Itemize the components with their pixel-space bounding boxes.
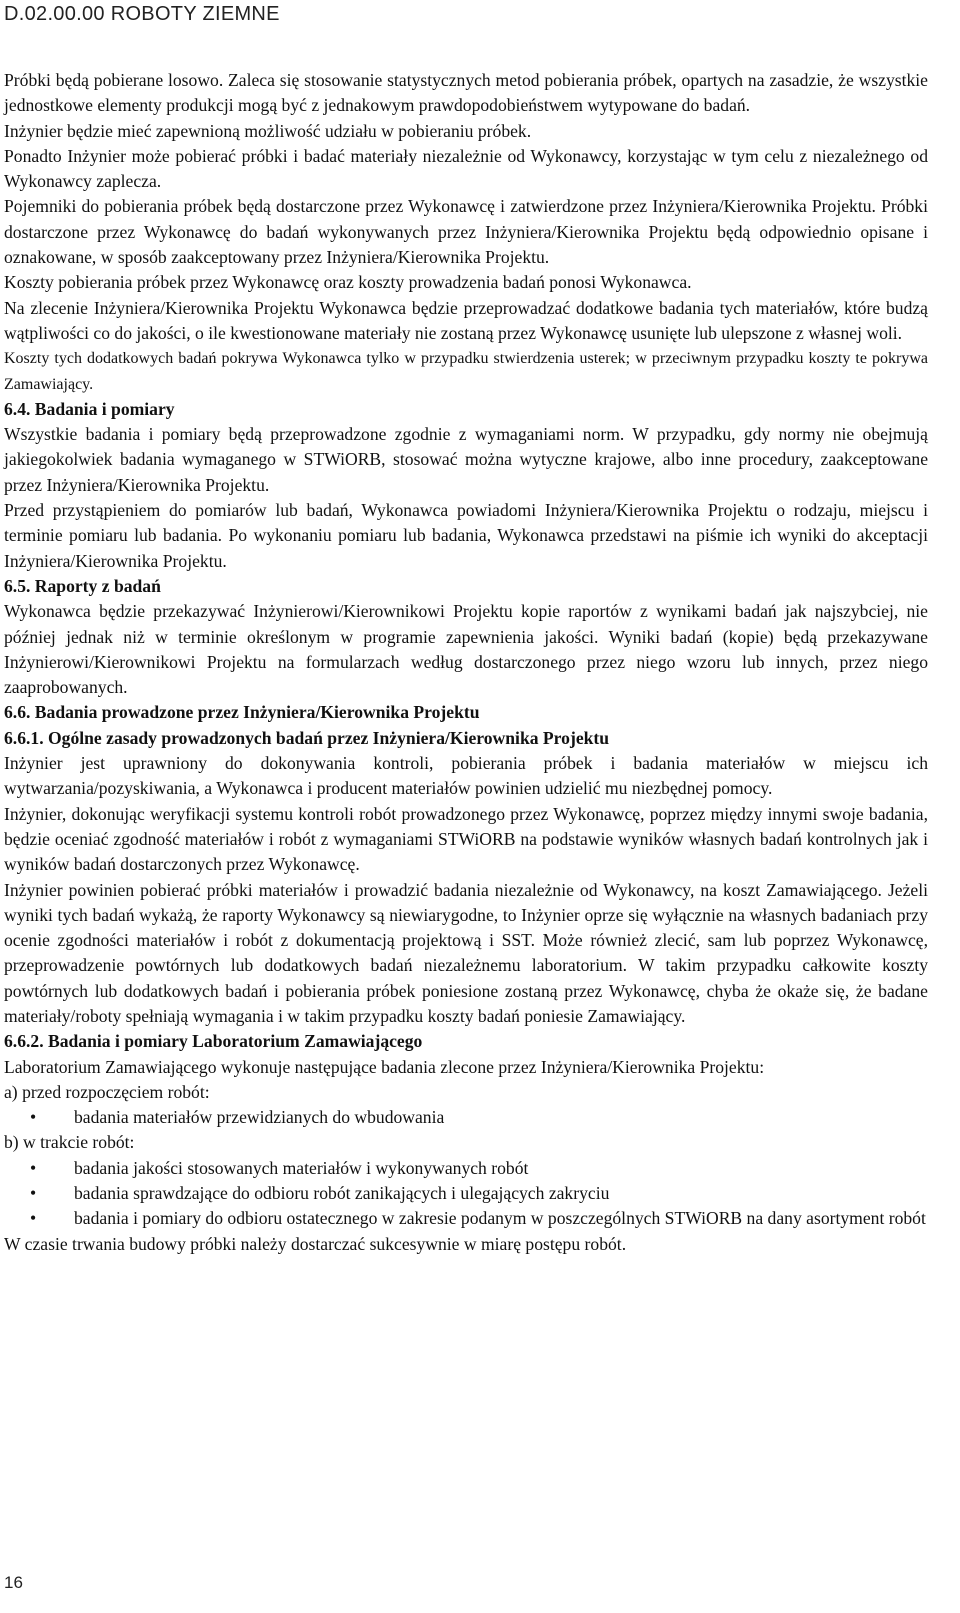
page-header: D.02.00.00 ROBOTY ZIEMNE <box>4 3 280 25</box>
paragraph: Na zlecenie Inżyniera/Kierownika Projektu Wykonawca będzie przeprowadzać dodatkowe badania tych materiałów, które budzą wątpliwości co do jakości, o ile kwestionowane materiały nie zostaną przez Wykonawcę usunięte lub ulepszone z własnej woli. <box>4 297 928 343</box>
section-heading-6-6-2: 6.6.2. Badania i pomiary Laboratorium Zamawiającego <box>4 1031 423 1052</box>
paragraph: Koszty pobierania próbek przez Wykonawcę oraz koszty prowadzenia badań ponosi Wykonawca. <box>4 272 692 293</box>
section-heading-6-4: 6.4. Badania i pomiary <box>4 398 175 419</box>
list-label-a: a) przed rozpoczęciem robót: <box>4 1081 210 1102</box>
bullet-list-b <box>4 1156 928 1232</box>
document-body <box>4 68 928 1257</box>
section-heading-6-6: 6.6. Badania prowadzone przez Inżyniera/Kierownika Projektu <box>4 702 480 723</box>
paragraph: Inżynier jest uprawniony do dokonywania kontroli, pobierania próbek i badania materiałów w miejscu ich wytwarzania/pozyskiwania, a Wykonawca i producent materiałów powinien udzielić mu niezbędnej pomocy. <box>4 753 928 799</box>
list-item: • badania materiałów przewidzianych do wbudowania <box>74 1105 928 1130</box>
paragraph: Pojemniki do pobierania próbek będą dostarczone przez Wykonawcę i zatwierdzone przez Inżyniera/Kierownika Projektu. Próbki dostarczone przez Wykonawcę do badań wykonywanych przez Inżyniera/Kierownika Projektu będą odpowiednio opisane i oznakowane, w sposób zaakceptowany przez Inżyniera/Kierownika Projektu. <box>4 196 928 268</box>
paragraph: Ponadto Inżynier może pobierać próbki i badać materiały niezależnie od Wykonawcy, korzystając w tym celu z niezależnego od Wykonawcy zaplecza. <box>4 145 928 192</box>
bullet-list-a <box>4 1105 928 1130</box>
paragraph: Inżynier, dokonując weryfikacji systemu kontroli robót prowadzonego przez Wykonawcę, poprzez między innymi swoje badania, będzie oceniać zgodność materiałów i robót z wymaganiami STWiORB na podstawie wyników własnych badań kontrolnych jak i wyników badań dostarczonych przez Wykonawcę. <box>4 803 928 875</box>
paragraph: Wykonawca będzie przekazywać Inżynierowi/Kierownikowi Projektu kopie raportów z wynikami badań jak najszybciej, nie później jednak niż w terminie określonym w programie zapewnienia jakości. Wyniki badań (kopie) będą przekazywane Inżynierowi/Kierownikowi Projektu na formularzach według dostarczonego przez niego wzoru lub innych, przez niego zaaprobowanych. <box>4 601 928 698</box>
paragraph: Laboratorium Zamawiającego wykonuje następujące badania zlecone przez Inżyniera/Kierownika Projektu: <box>4 1056 765 1077</box>
list-item: • badania jakości stosowanych materiałów i wykonywanych robót <box>74 1156 928 1181</box>
paragraph: W czasie trwania budowy próbki należy dostarczać sukcesywnie w miarę postępu robót. <box>4 1233 627 1254</box>
list-item: • badania sprawdzające do odbioru robót zanikających i ulegających zakryciu <box>74 1181 928 1206</box>
page-number: 16 <box>4 1573 23 1592</box>
paragraph: Inżynier powinien pobierać próbki materiałów i prowadzić badania niezależnie od Wykonawcy, na koszt Zamawiającego. Jeżeli wyniki tych badań wykażą, że raporty Wykonawcy są niewiarygodne, to Inżynier oprze się wyłącznie na własnych badaniach przy ocenie zgodności materiałów i robót z dokumentacją projektową i SST. Może również zlecić, sam lub poprzez Wykonawcę, przeprowadzenie powtórnych lub dodatkowych badań niezależnemu laboratorium. W takim przypadku całkowite koszty powtórnych lub dodatkowych badań i pobierania próbek poniesione zostaną przez Wykonawcę, chyba że okaże się, że badane materiały/roboty spełniają wymagania i w takim przypadku koszty badań poniesie Zamawiający. <box>4 879 928 1026</box>
section-heading-6-5: 6.5. Raporty z badań <box>4 575 161 596</box>
paragraph: Wszystkie badania i pomiary będą przeprowadzone zgodnie z wymaganiami norm. W przypadku, gdy normy nie obejmują jakiegokolwiek badania wymaganego w STWiORB, stosować można wytyczne krajowe, albo inne procedury, zaakceptowane przez Inżyniera/Kierownika Projektu. <box>4 424 928 495</box>
list-label-b: b) w trakcie robót: <box>4 1132 135 1153</box>
list-item: • badania i pomiary do odbioru ostatecznego w zakresie podanym w poszczególnych STWiORB na dany asortyment robót <box>74 1206 928 1231</box>
paragraph: Inżynier będzie mieć zapewnioną możliwość udziału w pobieraniu próbek. <box>4 120 532 141</box>
paragraph: Przed przystąpieniem do pomiarów lub badań, Wykonawca powiadomi Inżyniera/Kierownika Projektu o rodzaju, miejscu i terminie pomiaru lub badania. Po wykonaniu pomiaru lub badania, Wykonawca przedstawi na piśmie ich wyniki do akceptacji Inżyniera/Kierownika Projektu. <box>4 500 928 571</box>
paragraph: Próbki będą pobierane losowo. Zaleca się stosowanie statystycznych metod pobierania próbek, opartych na zasadzie, że wszystkie jednostkowe elementy produkcji mogą być z jednakowym prawdopodobieństwem wytypowane do badań. <box>4 70 928 116</box>
section-heading-6-6-1: 6.6.1. Ogólne zasady prowadzonych badań przez Inżyniera/Kierownika Projektu <box>4 727 610 748</box>
paragraph: Koszty tych dodatkowych badań pokrywa Wykonawca tylko w przypadku stwierdzenia usterek; w przeciwnym przypadku koszty te pokrywa Zamawiający. <box>4 350 928 393</box>
